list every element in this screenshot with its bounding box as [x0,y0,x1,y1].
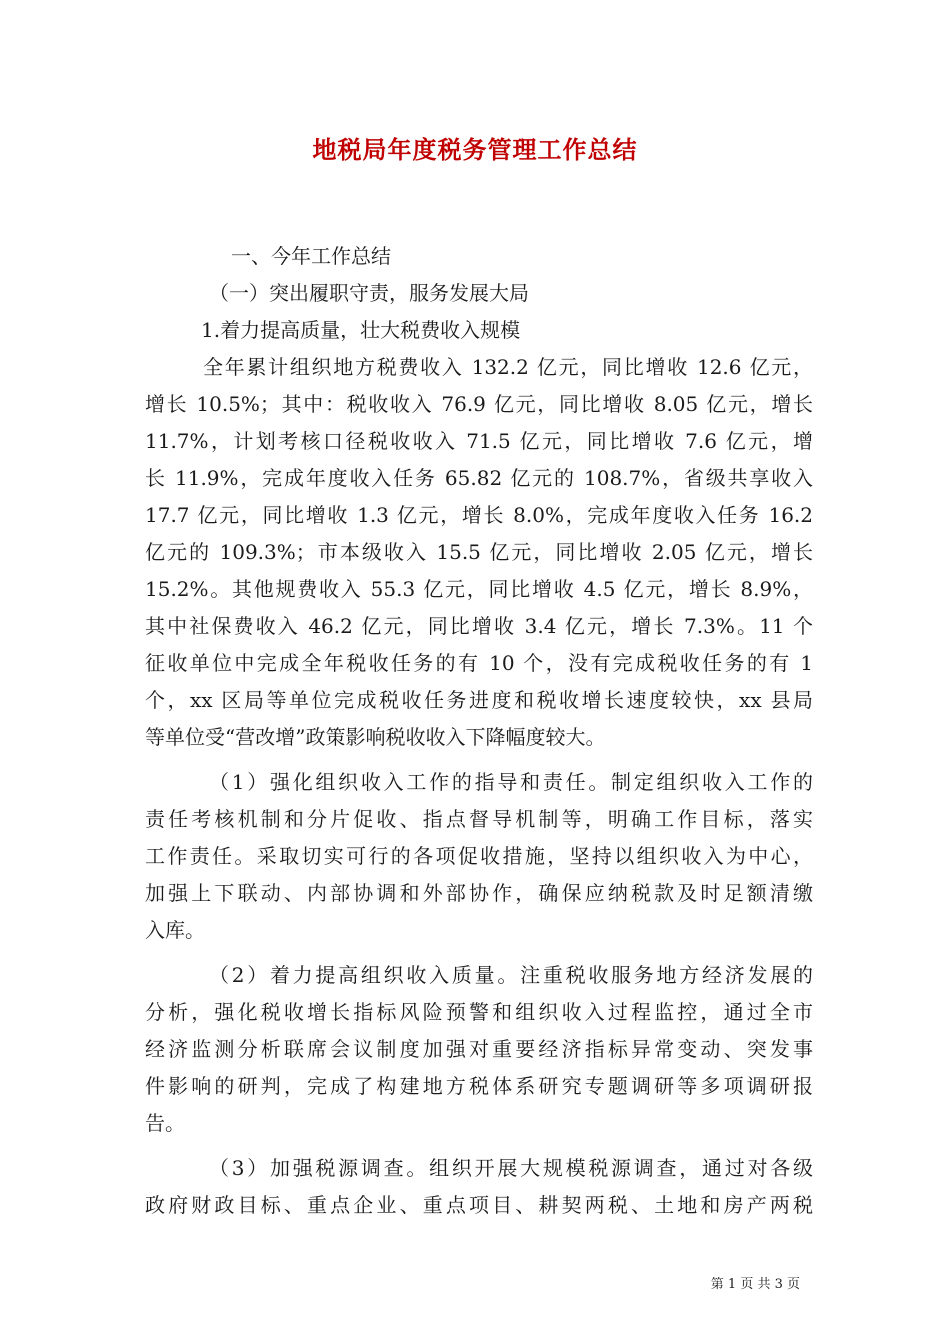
paragraph-line: 分析，强化税收增长指标风险预警和组织收入过程监控，通过全市 [145,1000,813,1024]
paragraph-line: 全年累计组织地方税费收入 132.2 亿元，同比增收 12.6 亿元， [203,355,813,379]
paragraph-line: 增长 10.5%；其中：税收收入 76.9 亿元，同比增收 8.05 亿元，增长 [145,392,813,416]
section-heading-2: （一）突出履职守责，服务发展大局 [209,281,529,305]
paragraph-spacer [145,756,813,764]
paragraph-line: 入库。 [145,918,205,942]
paragraph-line: 长 11.9%，完成年度收入任务 65.82 亿元的 108.7%，省级共享收入 [145,466,813,490]
paragraph-line: 个，xx 区局等单位完成税收任务进度和税收增长速度较快，xx 县局 [145,688,813,712]
paragraph-line: 政府财政目标、重点企业、重点项目、耕契两税、土地和房产两税 [145,1193,813,1217]
paragraph-tax-source-survey [145,1150,813,1224]
paragraph-line: 其中社保费收入 46.2 亿元，同比增收 3.4 亿元，增长 7.3%。11 个 [145,614,813,638]
paragraph-line: 件影响的研判，完成了构建地方税体系研究专题调研等多项调研报 [145,1074,813,1098]
section-heading-3: 1.着力提高质量，壮大税费收入规模 [201,318,521,342]
section-heading-1: 一、今年工作总结 [231,244,391,268]
paragraph-line: 15.2%。其他规费收入 55.3 亿元，同比增收 4.5 亿元，增长 8.9%， [145,577,813,601]
page-number: 第 1 页 共 3 页 [710,1277,800,1292]
paragraph-line: （3）加强税源调查。组织开展大规模税源调查，通过对各级 [209,1156,813,1180]
paragraph-line: （1）强化组织收入工作的指导和责任。制定组织收入工作的 [209,770,813,794]
paragraph-line: 告。 [145,1111,185,1135]
paragraph-revenue-quality [145,957,813,1142]
paragraph-line: 工作责任。采取切实可行的各项促收措施，坚持以组织收入为中心， [145,844,813,868]
paragraph-guidance-responsibility [145,764,813,949]
paragraph-line: （2）着力提高组织收入质量。注重税收服务地方经济发展的 [209,963,813,987]
document-title: 地税局年度税务管理工作总结 [312,135,638,164]
paragraph-line: 责任考核机制和分片促收、指点督导机制等，明确工作目标，落实 [145,807,813,831]
paragraph-line: 等单位受“营改增”政策影响税收收入下降幅度较大。 [145,725,606,749]
paragraph-line: 亿元的 109.3%；市本级收入 15.5 亿元，同比增收 2.05 亿元，增长 [145,540,813,564]
paragraph-revenue-summary [145,349,813,756]
paragraph-line: 征收单位中完成全年税收任务的有 10 个，没有完成税收任务的有 1 [145,651,813,675]
paragraph-line: 11.7%，计划考核口径税收收入 71.5 亿元，同比增收 7.6 亿元，增 [145,429,813,453]
paragraph-line: 加强上下联动、内部协调和外部协作，确保应纳税款及时足额清缴 [145,881,813,905]
document-body [145,238,813,1224]
paragraph-line: 经济监测分析联席会议制度加强对重要经济指标异常变动、突发事 [145,1037,813,1061]
paragraph-spacer [145,1142,813,1150]
paragraph-spacer [145,949,813,957]
paragraph-line: 17.7 亿元，同比增收 1.3 亿元，增长 8.0%，完成年度收入任务 16.2 [145,503,813,527]
